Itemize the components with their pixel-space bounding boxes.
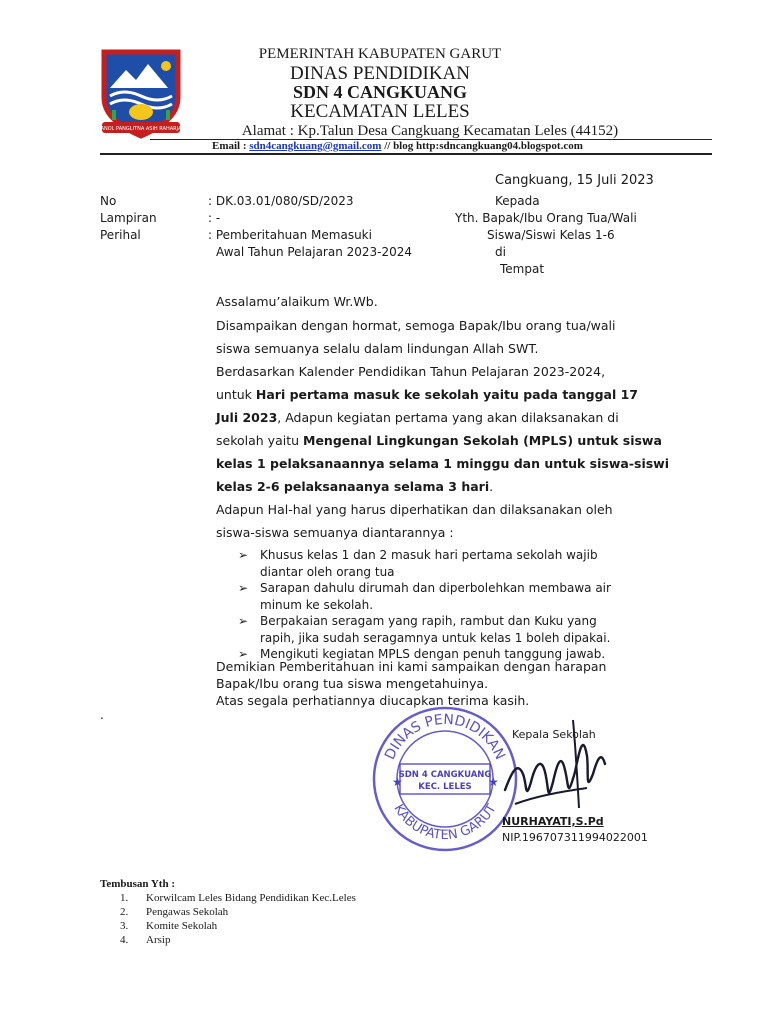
requirement-item: ➢ Berpakaian seragam yang rapih, rambut dan Kuku yang rapih, jika sudah seragamnya untuk kelas 1 boleh dipakai. (238, 613, 678, 646)
perihal-value: : Pemberitahuan Memasuki (208, 228, 372, 242)
perihal-value-cont: Awal Tahun Pelajaran 2023-2024 (216, 245, 413, 259)
para2-line3 (216, 410, 619, 425)
stamp-center-district: KEC. LELES (418, 782, 472, 792)
stamp-star-right: ★ (488, 775, 499, 789)
email-link[interactable]: sdn4cangkuang@gmail.com (249, 140, 382, 152)
tembusan-title: Tembusan Yth : (100, 878, 175, 890)
tembusan-list (120, 891, 356, 947)
letter-date: Cangkuang, 15 Juli 2023 (495, 173, 654, 188)
letterhead-contact (212, 140, 583, 152)
para2-line6 (216, 479, 493, 494)
no-value: : DK.03.01/080/SD/2023 (208, 194, 354, 208)
stamp-star-left: ★ (392, 775, 403, 789)
para2-line4 (216, 433, 662, 448)
para2-line2-plain: untuk (216, 387, 256, 402)
recipient-line2: Siswa/Siswi Kelas 1-6 (487, 228, 615, 242)
blog-text: // blog http:sdncangkuang04.blogspot.com (381, 140, 583, 152)
para2-line4-plain: sekolah yaitu (216, 433, 303, 448)
logo-ribbon-text: ANOL PANGLITNA ASIH RAHARJA (100, 126, 182, 132)
letterhead-school: SDN 4 CANGKUANG (292, 82, 467, 102)
svg-text:DINAS PENDIDIKAN (382, 712, 508, 762)
stamp-center-school: SDN 4 CANGKUANG (398, 770, 492, 780)
tembusan-item: 1. Korwilcam Leles Bidang Pendidikan Kec.Leles (120, 892, 356, 904)
requirement-item: ➢ Khusus kelas 1 dan 2 masuk hari pertama sekolah wajib diantar oleh orang tua (238, 547, 678, 580)
tembusan-item: 2. Pengawas Sekolah (120, 906, 229, 918)
closing-line2: Bapak/Ibu orang tua siswa mengetahuinya. (216, 676, 489, 691)
para2-line5: kelas 1 pelaksanaannya selama 1 minggu dan untuk siswa-siswi (216, 456, 670, 471)
signature-title: Kepala Sekolah (512, 728, 596, 741)
para2-line3-plain: , Adapun kegiatan pertama yang akan dilaksanakan di (277, 410, 619, 425)
recipient-kepada: Kepada (495, 194, 540, 208)
no-label: No (100, 194, 117, 208)
stray-dot: . (100, 708, 104, 722)
letterhead-government: PEMERINTAH KABUPATEN GARUT (258, 46, 502, 62)
stamp-top-text: DINAS PENDIDIKAN (382, 711, 508, 763)
para2-line4-bold: Mengenal Lingkungan Sekolah (MPLS) untuk siswa (303, 433, 662, 448)
para2-line6-plain: . (489, 479, 494, 494)
stamp-bottom-text: KABUPATEN GARUT (390, 801, 500, 844)
para2-line6-bold: kelas 2-6 pelaksanaanya selama 3 hari (216, 479, 490, 494)
signatory-nip: NIP.196707311994022001 (502, 831, 648, 844)
requirement-item: ➢ Mengikuti kegiatan MPLS dengan penuh tanggung jawab. (238, 646, 678, 663)
para3-line1: Adapun Hal-hal yang harus diperhatikan dan dilaksanakan oleh (216, 502, 613, 517)
recipient-line1: Yth. Bapak/Ibu Orang Tua/Wali (455, 211, 637, 225)
requirements-list (238, 547, 678, 663)
para2-line2-bold: Hari pertama masuk ke sekolah yaitu pada tanggal 17 (255, 387, 639, 402)
closing-line1: Demikian Pemberitahuan ini kami sampaikan dengan harapan (216, 659, 607, 674)
perihal-label: Perihal (100, 228, 141, 242)
recipient-tempat: Tempat (500, 262, 545, 276)
letterhead-department: DINAS PENDIDIKAN (290, 63, 470, 84)
tembusan-item: 4. Arsip (120, 934, 171, 946)
closing-line3: Atas segala perhatiannya diucapkan terima kasih. (216, 693, 530, 708)
para2-line3-bold: Juli 2023 (216, 410, 278, 425)
svg-text:KABUPATEN GARUT (390, 802, 499, 843)
para1-line2: siswa semuanya selalu dalam lindungan Allah SWT. (216, 341, 539, 356)
handwritten-signature (495, 712, 625, 830)
requirement-item: ➢ Sarapan dahulu dirumah dan diperbolehkan membawa air minum ke sekolah. (238, 580, 678, 613)
letterhead-rule-bottom (100, 153, 712, 155)
para2-line2 (216, 387, 638, 402)
signatory-name: NURHAYATI,S.Pd (502, 815, 604, 828)
greeting: Assalamu’alaikum Wr.Wb. (216, 294, 378, 309)
letterhead-address: Alamat : Kp.Talun Desa Cangkuang Kecamatan Leles (44152) (241, 123, 619, 139)
lampiran-value: : - (208, 211, 221, 225)
para1-line1: Disampaikan dengan hormat, semoga Bapak/Ibu orang tua/wali (216, 318, 616, 333)
recipient-di: di (495, 245, 506, 259)
email-label: Email : (212, 140, 250, 152)
letterhead-district: KECAMATAN LELES (290, 101, 470, 122)
lampiran-label: Lampiran (100, 211, 157, 225)
para3-line2: siswa-siswa semuanya diantarannya : (216, 525, 454, 540)
tembusan-item: 3. Komite Sekolah (120, 920, 218, 932)
para2-line1: Berdasarkan Kalender Pendidikan Tahun Pelajaran 2023-2024, (216, 364, 606, 379)
